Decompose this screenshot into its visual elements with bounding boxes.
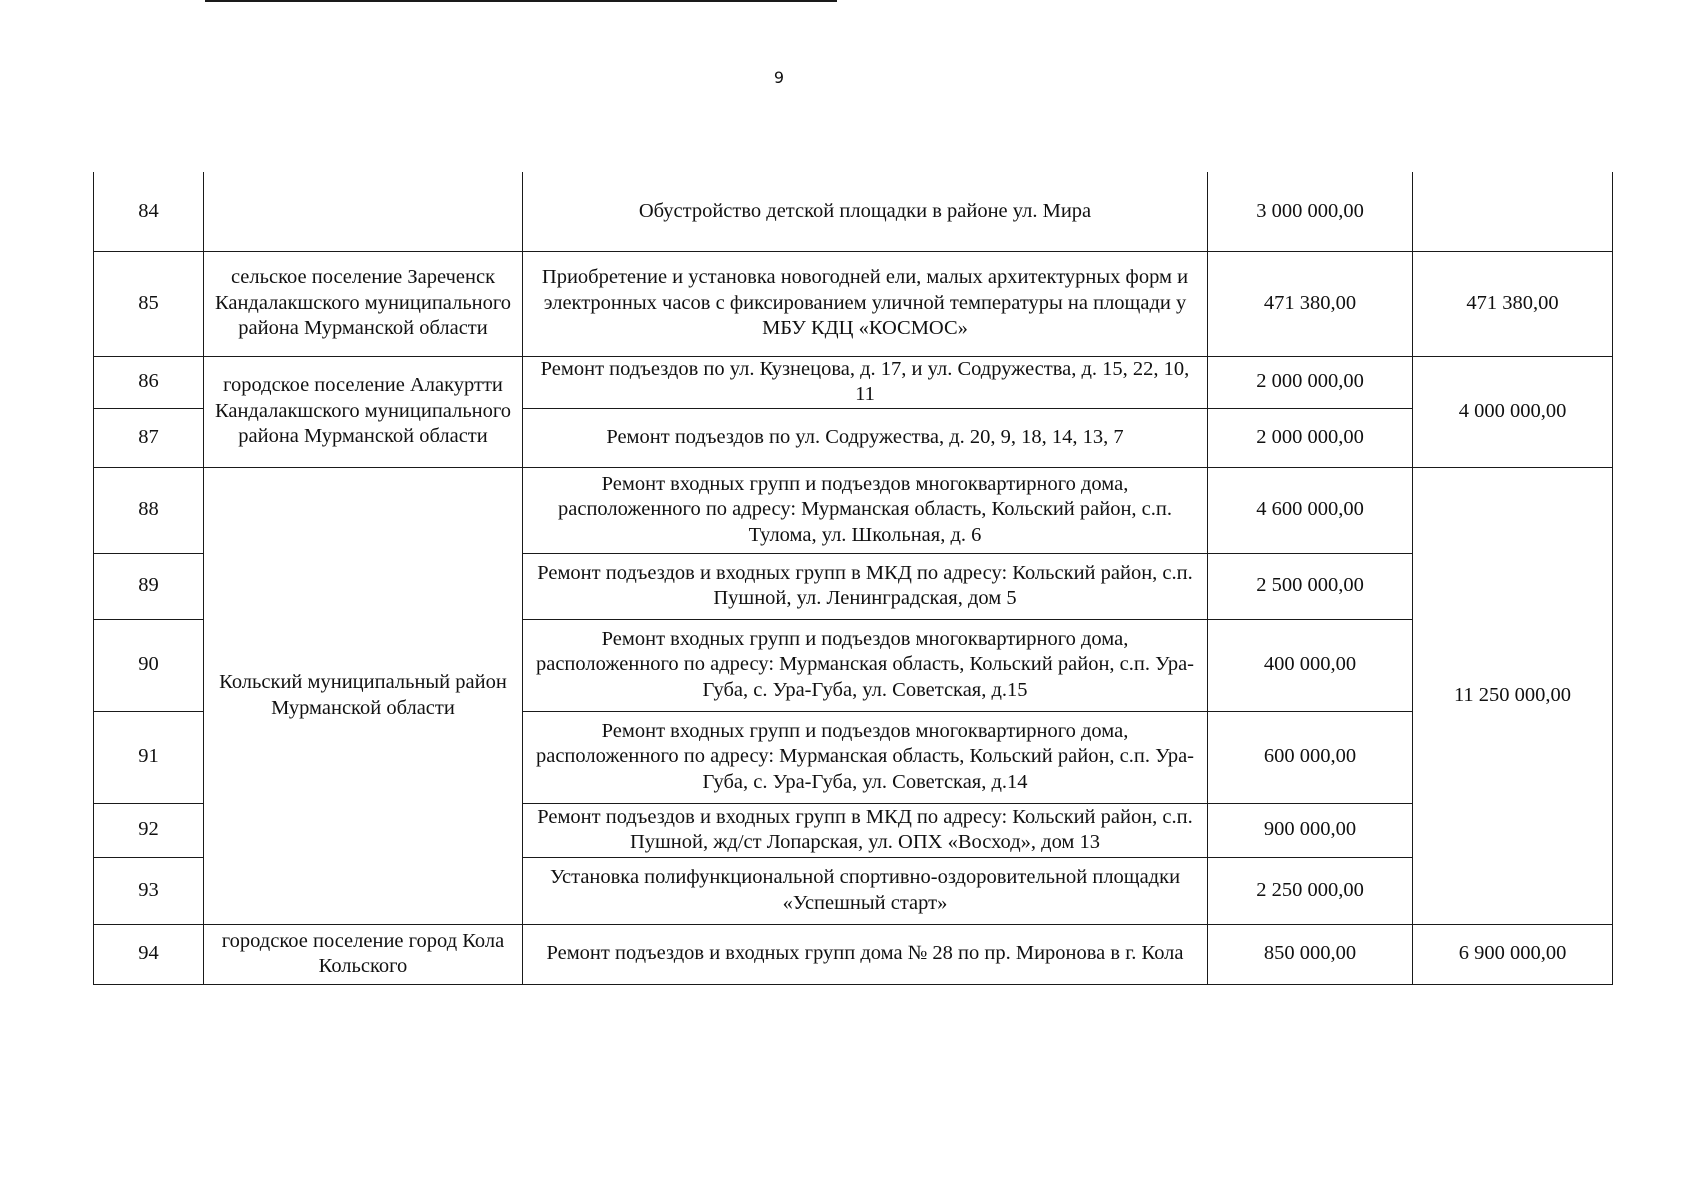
table-row: [94, 251, 1613, 356]
amount-cell: 2 250 000,00: [1208, 857, 1413, 924]
amount-cell: 400 000,00: [1208, 619, 1413, 711]
row-number: 94: [94, 924, 204, 984]
total-cell: 11 250 000,00: [1413, 467, 1613, 924]
organization-cell: [204, 172, 523, 251]
row-number: 91: [94, 711, 204, 803]
amount-cell: 2 000 000,00: [1208, 408, 1413, 467]
organization-cell: Кольский муниципальный район Мурманской области: [204, 467, 523, 924]
allocation-table: [93, 172, 1613, 985]
amount-cell: 900 000,00: [1208, 803, 1413, 857]
organization-cell: городское поселение город Кола Кольского: [204, 924, 523, 984]
total-cell: [1413, 172, 1613, 251]
work-description: Ремонт подъездов и входных групп дома № 28 по пр. Миронова в г. Кола: [523, 924, 1208, 984]
work-description: Ремонт входных групп и подъездов многоквартирного дома, расположенного по адресу: Мурманская область, Кольский район, с.п. Ура-Губа, с. Ура-Губа, ул. Советская, д.14: [523, 711, 1208, 803]
row-number: 86: [94, 356, 204, 408]
work-description: Установка полифункциональной спортивно-оздоровительной площадки «Успешный старт»: [523, 857, 1208, 924]
scan-edge-line: [205, 0, 837, 2]
total-cell: 6 900 000,00: [1413, 924, 1613, 984]
amount-cell: 4 600 000,00: [1208, 467, 1413, 553]
table-row: [94, 924, 1613, 984]
organization-cell: сельское поселение Зареченск Кандалакшского муниципального района Мурманской области: [204, 251, 523, 356]
amount-cell: 600 000,00: [1208, 711, 1413, 803]
work-description: Приобретение и установка новогодней ели, малых архитектурных форм и электронных часов с фиксированием уличной температуры на площади у МБУ КДЦ «КОСМОС»: [523, 251, 1208, 356]
row-number: 93: [94, 857, 204, 924]
total-cell: 4 000 000,00: [1413, 356, 1613, 467]
amount-cell: 471 380,00: [1208, 251, 1413, 356]
amount-cell: 2 000 000,00: [1208, 356, 1413, 408]
row-number: 84: [94, 172, 204, 251]
table-row: [94, 172, 1613, 251]
work-description: Обустройство детской площадки в районе ул. Мира: [523, 172, 1208, 251]
row-number: 90: [94, 619, 204, 711]
amount-cell: 3 000 000,00: [1208, 172, 1413, 251]
row-number: 88: [94, 467, 204, 553]
work-description: Ремонт подъездов по ул. Кузнецова, д. 17, и ул. Содружества, д. 15, 22, 10, 11: [523, 356, 1208, 408]
amount-cell: 2 500 000,00: [1208, 553, 1413, 619]
page-number: 9: [773, 68, 785, 87]
organization-cell: городское поселение Алакуртти Кандалакшского муниципального района Мурманской области: [204, 356, 523, 467]
amount-cell: 850 000,00: [1208, 924, 1413, 984]
total-cell: 471 380,00: [1413, 251, 1613, 356]
row-number: 89: [94, 553, 204, 619]
work-description: Ремонт входных групп и подъездов многоквартирного дома, расположенного по адресу: Мурманская область, Кольский район, с.п. Тулома, ул. Школьная, д. 6: [523, 467, 1208, 553]
work-description: Ремонт подъездов и входных групп в МКД по адресу: Кольский район, с.п. Пушной, ул. Ленинградская, дом 5: [523, 553, 1208, 619]
table-row: [94, 467, 1613, 553]
work-description: Ремонт подъездов по ул. Содружества, д. 20, 9, 18, 14, 13, 7: [523, 408, 1208, 467]
work-description: Ремонт входных групп и подъездов многоквартирного дома, расположенного по адресу: Мурманская область, Кольский район, с.п. Ура-Губа, с. Ура-Губа, ул. Советская, д.15: [523, 619, 1208, 711]
row-number: 87: [94, 408, 204, 467]
table-row: [94, 356, 1613, 408]
work-description: Ремонт подъездов и входных групп в МКД по адресу: Кольский район, с.п. Пушной, жд/ст Лопарская, ул. ОПХ «Восход», дом 13: [523, 803, 1208, 857]
row-number: 85: [94, 251, 204, 356]
row-number: 92: [94, 803, 204, 857]
